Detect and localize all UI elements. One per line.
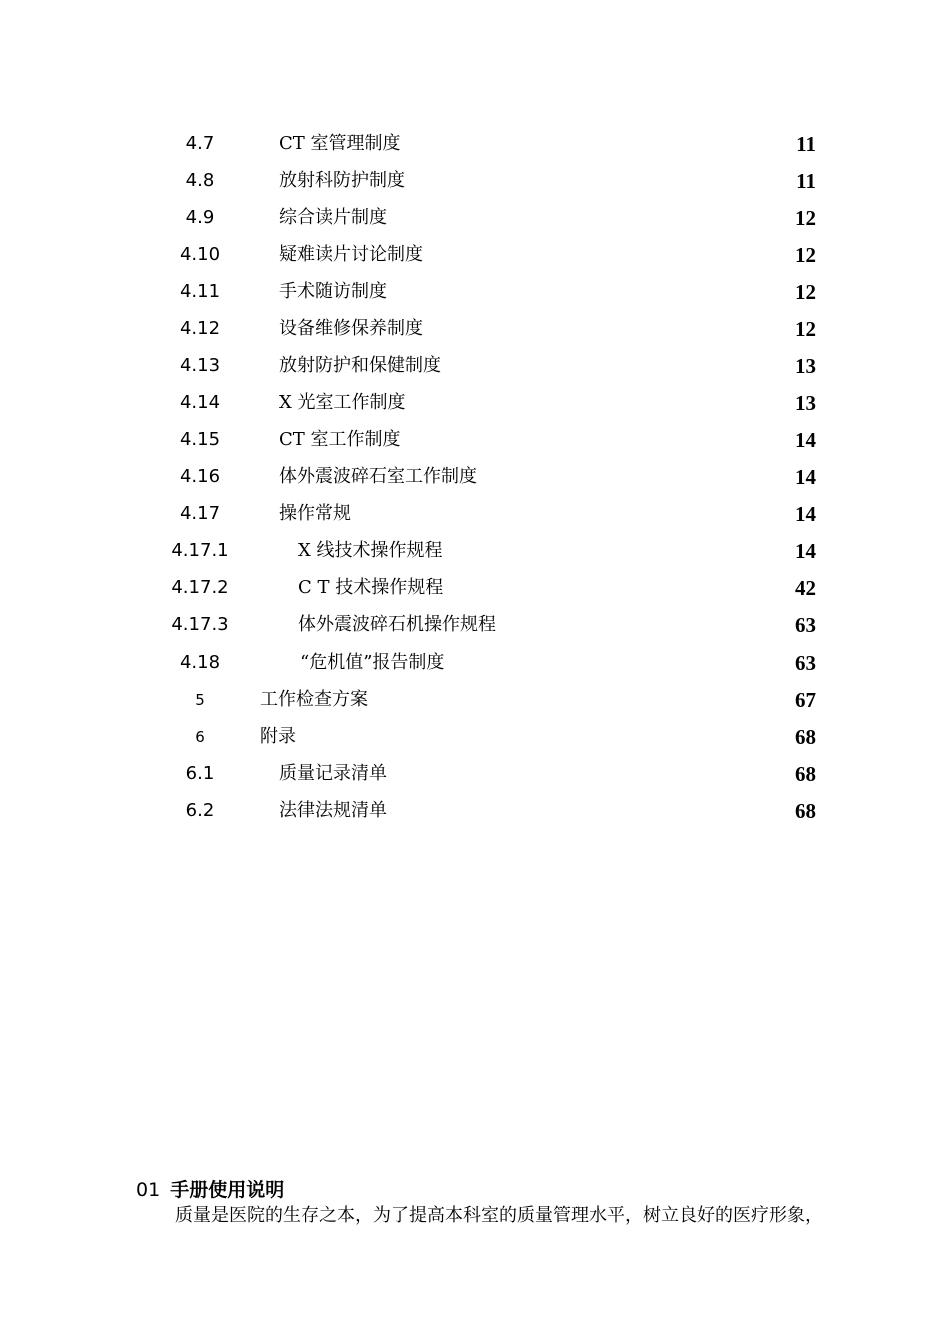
toc-entry[interactable] xyxy=(0,352,950,380)
toc-entry-page: 68 xyxy=(795,762,816,786)
toc-entry-page: 11 xyxy=(796,132,816,156)
toc-entry-number: 5 xyxy=(195,691,205,709)
toc-entry[interactable] xyxy=(0,760,950,788)
toc-entry-number: 4.16 xyxy=(179,466,221,487)
section-title: 手册使用说明 xyxy=(170,1179,285,1201)
toc-entry-title: X 光室工作制度 xyxy=(279,392,406,413)
toc-entry-title: 附录 xyxy=(260,726,296,747)
toc-entry-number: 4.17 xyxy=(179,503,221,524)
toc-entry-number: 4.7 xyxy=(185,133,215,154)
toc-entry-page: 12 xyxy=(795,317,816,341)
toc-entry[interactable] xyxy=(0,389,950,417)
toc-entry-title: 体外震波碎石机操作规程 xyxy=(298,614,496,635)
toc-entry-page: 67 xyxy=(795,688,816,712)
toc-entry-number: 4.17.3 xyxy=(171,614,229,635)
toc-entry-number: 4.11 xyxy=(179,281,221,302)
toc-entry-number: 4.18 xyxy=(179,652,221,673)
toc-entry-page: 63 xyxy=(795,613,816,637)
toc-entry-title: X 线技术操作规程 xyxy=(298,540,443,561)
toc-entry-page: 12 xyxy=(795,243,816,267)
toc-entry[interactable] xyxy=(0,426,950,454)
toc-entry-number: 6.1 xyxy=(185,763,215,784)
toc-entry-title: 质量记录清单 xyxy=(279,763,387,784)
toc-entry-page: 12 xyxy=(795,206,816,230)
toc-entry-number: 6 xyxy=(195,728,205,746)
toc-entry-page: 68 xyxy=(795,799,816,823)
toc-entry[interactable] xyxy=(0,686,950,714)
toc-entry-title: 手术随访制度 xyxy=(279,281,387,302)
toc-entry[interactable] xyxy=(0,204,950,232)
toc-entry[interactable] xyxy=(0,241,950,269)
toc-entry-title: 体外震波碎石室工作制度 xyxy=(279,466,477,487)
body-paragraph: 质量是医院的生存之本，为了提高本科室的质量管理水平，树立良好的医疗形象， xyxy=(175,1205,823,1226)
toc-entry-title: CT 室工作制度 xyxy=(279,429,401,450)
toc-entry-title: 工作检查方案 xyxy=(260,689,368,710)
toc-entry-page: 12 xyxy=(795,280,816,304)
toc-entry-title: 放射防护和保健制度 xyxy=(279,355,441,376)
toc-entry-title: 疑难读片讨论制度 xyxy=(279,244,423,265)
section-number: 01 xyxy=(136,1179,161,1201)
toc-entry-page: 11 xyxy=(796,169,816,193)
toc-entry[interactable] xyxy=(0,167,950,195)
toc-entry-page: 14 xyxy=(795,502,816,526)
toc-entry-number: 4.9 xyxy=(185,207,215,228)
toc-entry-title: “危机值”报告制度 xyxy=(300,652,445,673)
toc-entry-page: 63 xyxy=(795,651,816,675)
toc-entry-number: 4.17.1 xyxy=(171,540,229,561)
toc-entry-number: 4.17.2 xyxy=(171,577,229,598)
toc-entry-page: 68 xyxy=(795,725,816,749)
toc-entry-page: 14 xyxy=(795,428,816,452)
toc-entry-number: 6.2 xyxy=(185,800,215,821)
toc-entry-title: 法律法规清单 xyxy=(279,800,387,821)
toc-entry-number: 4.12 xyxy=(179,318,221,339)
toc-entry[interactable] xyxy=(0,537,950,565)
toc-entry-number: 4.14 xyxy=(179,392,221,413)
toc-entry-page: 13 xyxy=(795,354,816,378)
toc-entry-page: 14 xyxy=(795,465,816,489)
toc-entry-title: 放射科防护制度 xyxy=(279,170,405,191)
toc-entry[interactable] xyxy=(0,315,950,343)
toc-entry[interactable] xyxy=(0,278,950,306)
toc-entry[interactable] xyxy=(0,797,950,825)
toc-entry[interactable] xyxy=(0,649,950,677)
toc-entry-number: 4.8 xyxy=(185,170,215,191)
toc-entry[interactable] xyxy=(0,463,950,491)
toc-entry-title: C T 技术操作规程 xyxy=(298,577,444,598)
toc-entry-number: 4.10 xyxy=(179,244,221,265)
toc-entry[interactable] xyxy=(0,500,950,528)
toc-entry-title: 设备维修保养制度 xyxy=(279,318,423,339)
toc-entry[interactable] xyxy=(0,130,950,158)
toc-entry[interactable] xyxy=(0,574,950,602)
toc-entry-page: 42 xyxy=(795,576,816,600)
toc-entry-number: 4.15 xyxy=(179,429,221,450)
toc-entry-title: CT 室管理制度 xyxy=(279,133,401,154)
toc-entry[interactable] xyxy=(0,723,950,751)
toc-entry-number: 4.13 xyxy=(179,355,221,376)
toc-entry[interactable] xyxy=(0,611,950,639)
toc-entry-title: 操作常规 xyxy=(279,503,351,524)
toc-entry-page: 13 xyxy=(795,391,816,415)
toc-entry-title: 综合读片制度 xyxy=(279,207,387,228)
section-heading xyxy=(136,1176,284,1204)
toc-entry-page: 14 xyxy=(795,539,816,563)
